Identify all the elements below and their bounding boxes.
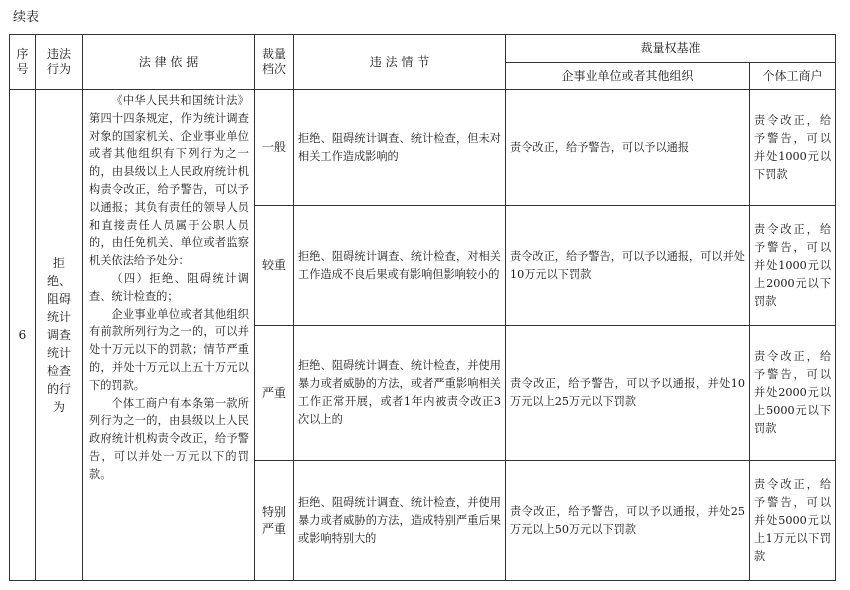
header-circumstance: 违 法 情 节 (294, 35, 506, 90)
circumstance-cell: 拒绝、阻碍统计调查、统计检查，对相关工作造成不良后果或有影响但影响较小的 (294, 206, 506, 326)
org-penalty-cell: 责令改正，给予警告，可以予以通报，并处10万元以上25万元以下罚款 (506, 326, 750, 461)
circumstance-cell: 拒绝、阻碍统计调查、统计检查，并使用暴力或者威胁的方法，或者严重影响相关工作正常开展，或者1年内被责令改正3次以上的 (294, 326, 506, 461)
row-seq: 6 (10, 90, 36, 581)
org-penalty-cell: 责令改正，给予警告，可以予以通报，并处25万元以上50万元以下罚款 (506, 461, 750, 581)
circumstance-cell: 拒绝、阻碍统计调查、统计检查，并使用暴力或者威胁的方法，造成特别严重后果或影响特别大的 (294, 461, 506, 581)
penalty-benchmark-table (9, 34, 836, 581)
level-cell: 严重 (255, 326, 294, 461)
basis-paragraph: 个体工商户有本条第一款所列行为之一的，由县级以上人民政府统计机构责令改正，给予警告，可以并处一万元以下的罚款。 (89, 396, 249, 481)
header-basis: 法 律 依 据 (83, 35, 255, 90)
table-caption: 续表 (13, 10, 40, 25)
header-individual: 个体工商户 (750, 63, 836, 90)
legal-basis (83, 90, 255, 581)
header-violation: 违法行为 (36, 35, 83, 90)
basis-paragraph: （四）拒绝、阻碍统计调查、统计检查的； (89, 271, 249, 303)
row-violation: 拒绝、阻碍统计调查统计检查的行为 (36, 90, 83, 581)
level-cell: 一般 (255, 90, 294, 206)
circumstance-cell: 拒绝、阻碍统计调查、统计检查，但未对相关工作造成影响的 (294, 90, 506, 206)
individual-penalty-cell: 责令改正，给予警告，可以并处2000元以上5000元以下罚款 (750, 326, 836, 461)
table-row (10, 90, 836, 206)
header-org: 企事业单位或者其他组织 (506, 63, 750, 90)
basis-paragraph: 《中华人民共和国统计法》第四十四条规定，作为统计调查对象的国家机关、企业事业单位或者其他组织有下列行为之一的，由县级以上人民政府统计机构责令改正，给予警告，可以予以通报；其负有责任的领导人员和直接责任人员属于公职人员的，由任免机关、单位或者监察机关依法给予处分： (89, 94, 249, 268)
basis-paragraph: 企业事业单位或者其他组织有前款所列行为之一的，可以并处十万元以下的罚款；情节严重的，并处十万元以上五十万元以下的罚款。 (89, 307, 249, 392)
org-penalty-cell: 责令改正，给予警告，可以予以通报，可以并处10万元以下罚款 (506, 206, 750, 326)
individual-penalty-cell: 责令改正，给予警告，可以并处5000元以上1万元以下罚款 (750, 461, 836, 581)
org-penalty-cell: 责令改正，给予警告，可以予以通报 (506, 90, 750, 206)
individual-penalty-cell: 责令改正，给予警告，可以并处1000元以上2000元以下罚款 (750, 206, 836, 326)
individual-penalty-cell: 责令改正，给予警告，可以并处1000元以下罚款 (750, 90, 836, 206)
level-cell: 较重 (255, 206, 294, 326)
level-cell: 特别严重 (255, 461, 294, 581)
header-seq: 序号 (10, 35, 36, 90)
header-level: 裁量档次 (255, 35, 294, 90)
header-benchmark: 裁量权基准 (506, 35, 836, 63)
